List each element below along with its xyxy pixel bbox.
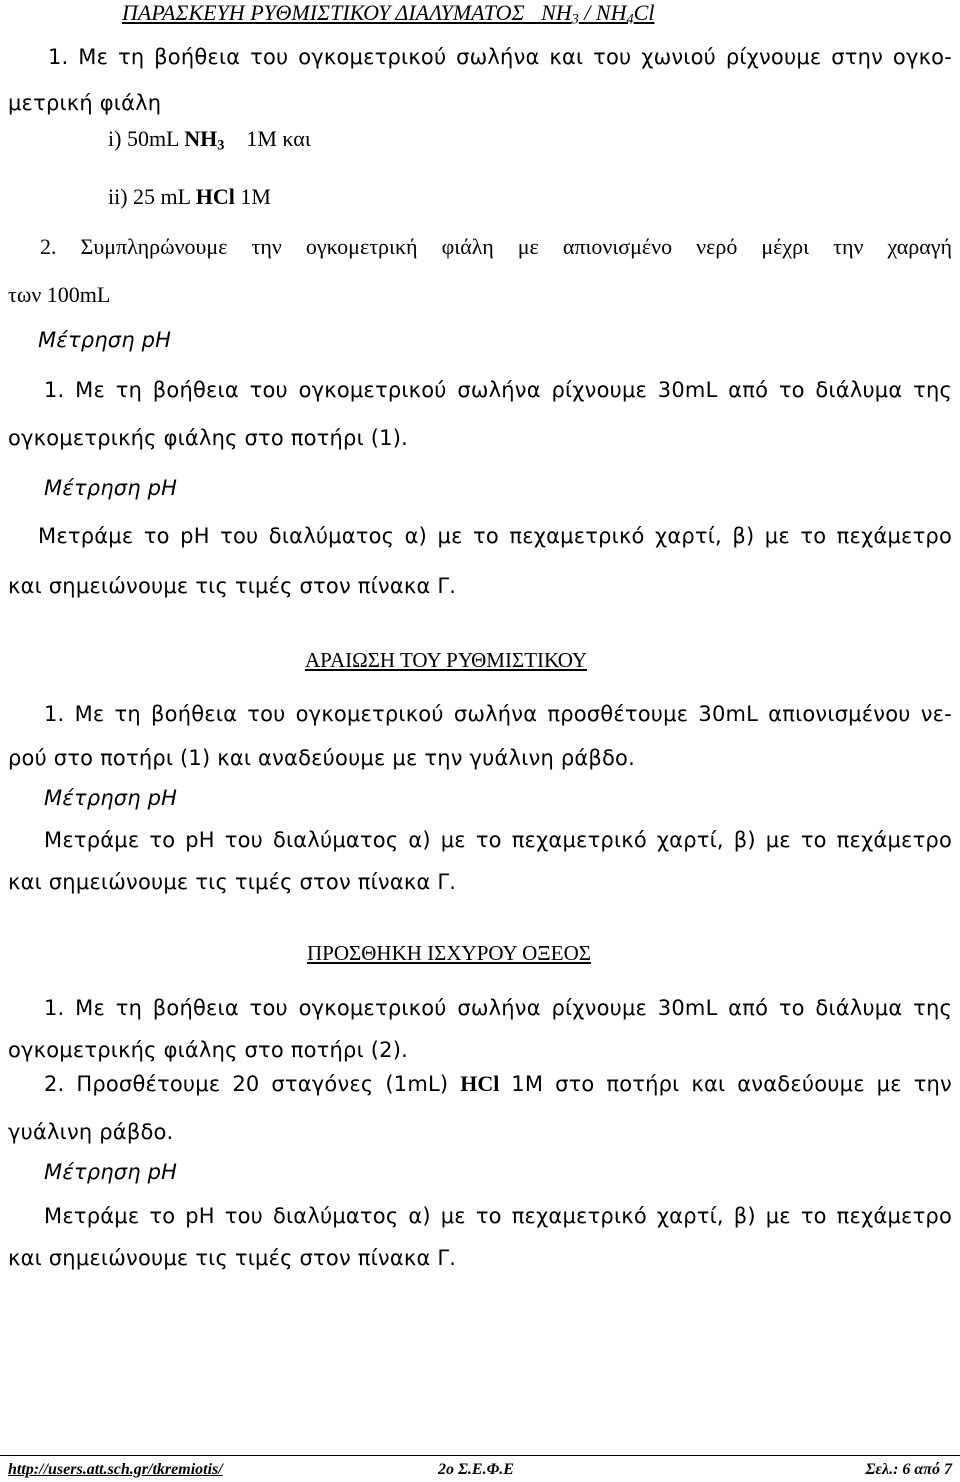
acid-heading: ΠΡΟΣΘΗΚΗ ΙΣΧΥΡΟΥ ΟΞΕΟΣ <box>307 941 592 965</box>
prep-item-i <box>108 126 960 154</box>
item-i-text: i) 50mL <box>108 126 185 151</box>
acid-step2-line1 <box>44 1073 952 1095</box>
title-formula-ammonium: NH <box>595 0 627 25</box>
footer-center-text: 2ο Σ.Ε.Φ.Ε <box>438 1461 514 1478</box>
measure-text-line2: και σημειώνουμε τις τιμές στον πίνακα Γ. <box>8 574 457 598</box>
prep-step2-line1: 2. Συμπληρώνουμε την ογκομετρική φιάλη με απιονισμένο νερό μέχρι την χαραγή <box>40 234 952 259</box>
acid-step2-text: 2. Προσθέτουμε 20 σταγόνες (1mL) <box>44 1072 461 1096</box>
part1-step1-line2: ογκομετρικής φιάλης στο ποτήρι (1). <box>8 426 408 450</box>
acid-step1-line1: 1. Με τη βοήθεια του ογκομετρικού σωλήνα ρίχνουμε 30mL από το διάλυμα της <box>44 996 952 1020</box>
title-formula-ammonia-sub: 3 <box>571 11 579 28</box>
item-ii-formula: HCl <box>195 184 235 209</box>
title-formula-ammonium-sub: 4 <box>626 11 634 28</box>
measure-text-line1: Μετράμε το pH του διαλύματος α) με το πεχαμετρικό χαρτί, β) με το πεχάμετρο <box>44 828 952 852</box>
acid-step1-line2: ογκομετρικής φιάλης στο ποτήρι (2). <box>8 1038 408 1062</box>
part1-step1-line1: 1. Με τη βοήθεια του ογκομετρικού σωλήνα ρίχνουμε 30mL από το διάλυμα της <box>44 378 952 402</box>
item-ii-text: ii) 25 mL <box>108 184 196 209</box>
prep-item-ii <box>108 186 960 208</box>
acid-step2-text-after: 1M στο ποτήρι και αναδεύουμε με την <box>499 1072 952 1096</box>
title-formula-ammonia: NH <box>541 0 572 25</box>
measure-text-line2: και σημειώνουμε τις τιμές στον πίνακα Γ. <box>8 1246 457 1270</box>
item-i-text-after: 1M και <box>246 126 311 151</box>
measure-label: Μέτρηση pH <box>44 786 178 810</box>
item-i-formula: NH <box>184 126 218 151</box>
title-text: ΠΑΡΑΣΚΕΥΗ ΡΥΘΜΙΣΤΙΚΟΥ ΔΙΑΛΥΜΑΤΟΣ <box>122 0 525 25</box>
page-title <box>122 0 882 28</box>
measure-text-line1: Μετράμε το pH του διαλύματος α) με το πεχαμετρικό χαρτί, β) με το πεχάμετρο <box>38 524 952 548</box>
prep-step1-line2: μετρική φιάλη <box>8 91 162 115</box>
dilution-step1-line1: 1. Με τη βοήθεια του ογκομετρικού σωλήνα προσθέτουμε 30mL απιονισμένου νε- <box>44 702 952 726</box>
footer-divider <box>0 1455 960 1456</box>
measure-text-line1: Μετράμε το pH του διαλύματος α) με το πεχαμετρικό χαρτί, β) με το πεχάμετρο <box>44 1204 952 1228</box>
dilution-heading: ΑΡΑΙΩΣΗ ΤΟΥ ΡΥΘΜΙΣΤΙΚΟΥ <box>305 648 588 672</box>
measure-label: Μέτρηση pH <box>44 476 178 500</box>
prep-step1-line1: 1. Με τη βοήθεια του ογκομετρικού σωλήνα και του χωνιού ρίχνουμε στην ογκο- <box>48 45 952 69</box>
footer-url-link[interactable]: http://users.att.sch.gr/tkremiotis/ <box>8 1461 223 1478</box>
measure-label: Μέτρηση pH <box>44 1160 178 1184</box>
title-formula-ammonium-tail: Cl <box>633 0 655 25</box>
acid-step2-line2: γυάλινη ράβδο. <box>8 1120 174 1144</box>
item-ii-text-after: 1M <box>234 184 271 209</box>
measure-text-line2: και σημειώνουμε τις τιμές στον πίνακα Γ. <box>8 870 457 894</box>
footer-page-number: Σελ.: 6 από 7 <box>865 1461 952 1478</box>
title-separator: / <box>584 0 591 25</box>
item-i-formula-sub: 3 <box>217 137 225 154</box>
prep-step2-line2: των 100mL <box>8 282 111 307</box>
measure-label: Μέτρηση pH <box>38 328 172 352</box>
acid-step2-formula: HCl <box>460 1071 500 1096</box>
dilution-step1-line2: ρού στο ποτήρι (1) και αναδεύουμε με την γυάλινη ράβδο. <box>8 746 635 770</box>
